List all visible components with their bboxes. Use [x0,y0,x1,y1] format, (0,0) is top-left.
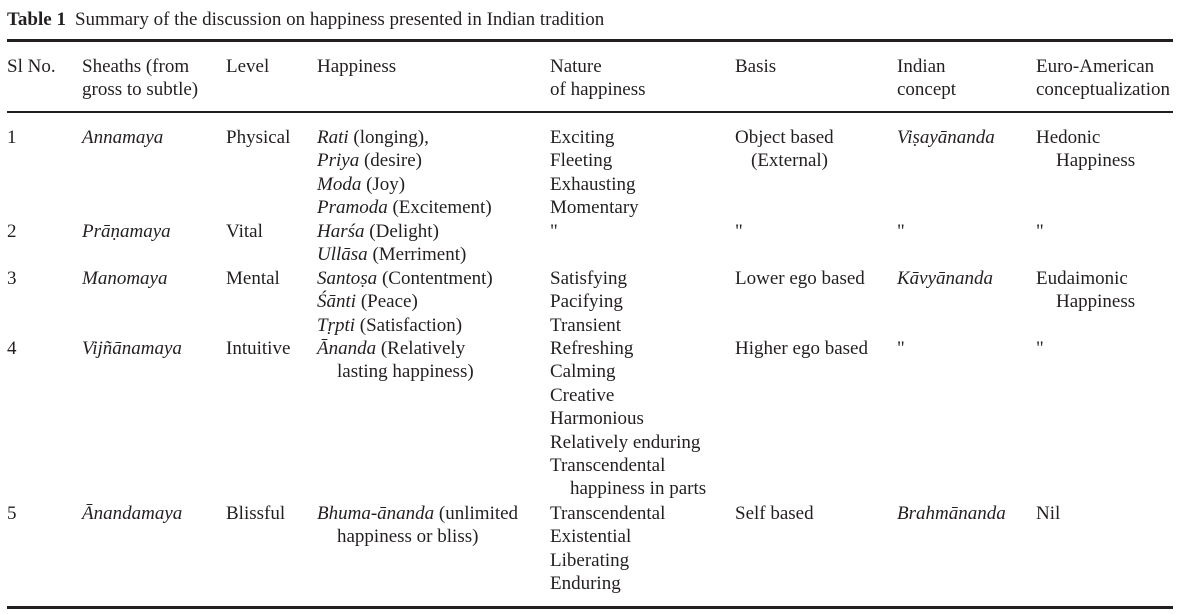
cell-level [226,126,290,149]
gloss: (desire) [359,150,422,172]
cell-text: Ānandamaya [82,503,183,524]
cell-text: Hedonic [1036,127,1101,148]
cell-basis [735,126,834,173]
cell-text: Annamaya [82,127,164,148]
gloss: (Peace) [356,291,418,313]
sanskrit-term: Harśa [317,221,365,242]
cell-sl-no [7,337,17,360]
nature-item: happiness in parts [570,478,707,500]
sanskrit-term: Ānanda [317,338,377,359]
happiness-item [317,267,493,290]
gloss: (Joy) [361,173,406,195]
cell-happiness [317,337,474,384]
nature-item: Creative [550,384,615,406]
table-caption [7,9,604,31]
happiness-item [317,337,474,360]
sanskrit-term: Śānti [317,291,357,313]
nature-item: Calming [550,361,616,383]
nature-item: Satisfying [550,268,628,289]
cell-happiness [317,267,493,337]
cell-basis [735,337,868,360]
header-happiness [317,55,396,78]
cell-indian-concept [897,337,905,360]
happiness-item [317,243,466,266]
basis-text: Self based [735,503,814,524]
ditto-mark: " [1036,338,1044,359]
cell-sl-no [7,126,17,149]
gloss: lasting happiness) [337,361,474,383]
gloss: happiness or bliss) [337,526,479,548]
basis-text: Object based [735,127,834,148]
sanskrit-term: Tṛpti [317,314,356,336]
cell-text: Vijñānamaya [82,338,182,359]
cell-text: 1 [7,127,17,148]
gloss: (Delight) [364,221,439,242]
header-text: gross to subtle) [82,79,199,101]
cell-indian-concept [897,126,995,149]
nature-item: Harmonious [550,408,644,430]
cell-text: Vital [226,221,263,242]
happiness-item [317,314,493,337]
ditto-mark: " [550,221,558,242]
basis-text: Higher ego based [735,338,868,359]
cell-text: Kāvyānanda [897,268,994,289]
cell-basis [735,220,743,243]
cell-text: 5 [7,503,17,524]
header-nature [550,55,646,102]
cell-indian-concept [897,267,993,290]
header-basis [735,55,776,78]
cell-indian-concept [897,502,1006,525]
cell-text: Manomaya [82,268,168,289]
happiness-item [317,220,466,243]
header-text: Nature [550,56,602,77]
cell-indian-concept [897,220,905,243]
cell-text: Viṣayānanda [897,127,995,148]
cell-euro-american [1036,337,1044,360]
nature-item: Transcendental [550,503,666,524]
cell-text: Happiness [1056,291,1136,313]
cell-text: Physical [226,127,291,148]
happiness-item [317,173,492,196]
nature-item: Pacifying [550,291,623,313]
cell-sl-no [7,220,17,243]
nature-item: Existential [550,526,632,548]
nature-item: Refreshing [550,338,634,359]
cell-sheath [82,502,182,525]
header-level [226,55,269,78]
basis-text: (External) [751,150,829,172]
cell-text: 3 [7,268,17,289]
cell-text: Nil [1036,503,1061,524]
cell-nature [550,267,627,337]
gloss: (Contentment) [377,268,493,289]
cell-text: 2 [7,221,17,242]
cell-happiness [317,220,466,267]
cell-euro-american [1036,502,1060,525]
gloss: (Excitement) [387,197,492,219]
nature-item: Relatively enduring [550,431,701,453]
nature-item: Enduring [550,573,621,595]
cell-nature [550,220,558,243]
happiness-item [317,126,492,149]
cell-happiness [317,502,518,549]
header-text: Indian [897,56,946,77]
cell-text: Mental [226,268,280,289]
cell-sl-no [7,267,17,290]
header-text: of happiness [550,79,646,101]
cell-text: Blissful [226,503,286,524]
top-rule [7,39,1173,42]
ditto-mark: " [897,338,905,359]
ditto-mark: " [735,221,743,242]
cell-sheath [82,267,167,290]
cell-text: Intuitive [226,338,291,359]
header-text: conceptualization [1036,79,1170,101]
happiness-item [317,502,518,525]
cell-nature [550,337,706,501]
sanskrit-term: Rati [317,127,349,148]
cell-text: Prāṇamaya [82,221,171,242]
cell-sheath [82,126,163,149]
header-text: concept [897,79,957,101]
gloss: (Satisfaction) [355,314,463,336]
cell-level [226,337,290,360]
gloss: (Relatively [376,338,466,359]
happiness-item [317,525,518,548]
cell-nature [550,126,639,220]
header-text: Level [226,56,270,77]
gloss: (unlimited [434,503,519,524]
cell-sheath [82,220,171,243]
sanskrit-term: Moda [317,173,362,195]
bottom-rule [7,606,1173,609]
header-text: Euro-American [1036,56,1155,77]
cell-level [226,267,280,290]
cell-level [226,220,263,243]
gloss: (longing), [348,127,429,148]
cell-euro-american [1036,126,1135,173]
cell-basis [735,267,865,290]
cell-text: Happiness [1056,150,1136,172]
table-caption-text: Summary of the discussion on happiness presented in Indian tradition [74,9,605,30]
basis-text: Lower ego based [735,268,865,289]
nature-item: Transcendental [550,455,666,477]
gloss: (Merriment) [367,244,467,266]
cell-basis [735,502,814,525]
header-text: Basis [735,56,777,77]
cell-euro-american [1036,267,1135,314]
cell-text: Eudaimonic [1036,268,1128,289]
nature-item: Momentary [550,197,639,219]
sanskrit-term: Santoṣa [317,268,378,289]
cell-text: Brahmānanda [897,503,1006,524]
sanskrit-term: Priya [317,150,360,172]
nature-item: Exhausting [550,173,636,195]
header-text: Happiness [317,56,397,77]
cell-euro-american [1036,220,1044,243]
cell-happiness [317,126,492,220]
header-text: Sl No. [7,56,56,77]
table-caption-label: Table 1 [7,9,66,30]
ditto-mark: " [1036,221,1044,242]
sanskrit-term: Ullāsa [317,244,368,266]
happiness-item [317,149,492,172]
cell-level [226,502,285,525]
header-sl-no [7,55,56,78]
sanskrit-term: Pramoda [317,197,388,219]
header-rule [7,111,1173,113]
cell-nature [550,502,665,596]
cell-sl-no [7,502,17,525]
ditto-mark: " [897,221,905,242]
happiness-item [317,360,474,383]
nature-item: Fleeting [550,150,613,172]
sanskrit-term: Bhuma-ānanda [317,503,435,524]
nature-item: Exciting [550,127,615,148]
header-euro-american [1036,55,1170,102]
header-sheaths [82,55,198,102]
header-indian-concept [897,55,956,102]
header-text: Sheaths (from [82,56,190,77]
cell-sheath [82,337,182,360]
cell-text: 4 [7,338,17,359]
nature-item: Transient [550,314,622,336]
happiness-item [317,290,493,313]
nature-item: Liberating [550,549,630,571]
happiness-item [317,196,492,219]
